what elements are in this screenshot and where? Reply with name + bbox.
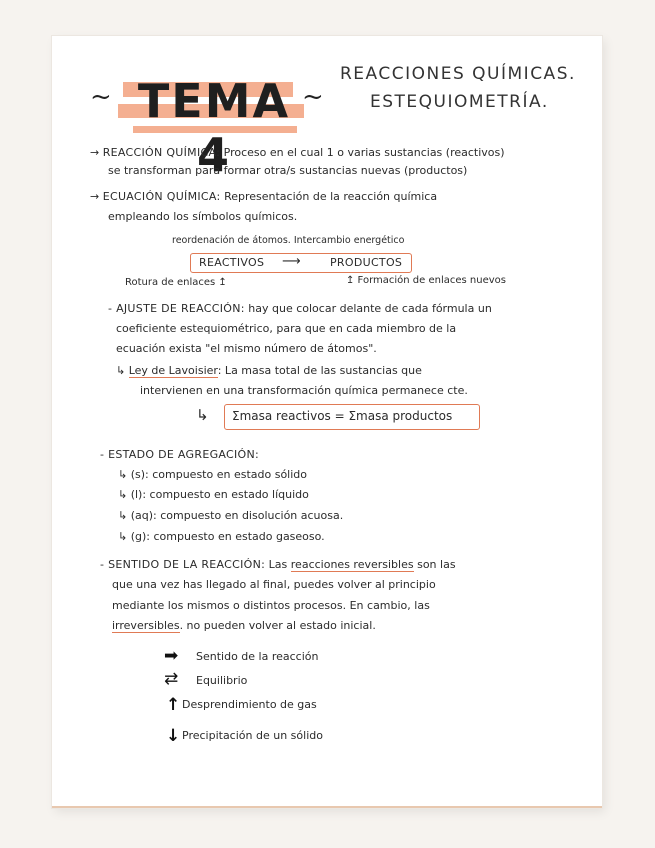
- estado-label: - ESTADO DE AGREGACIÓN:: [100, 448, 260, 461]
- productos-label: PRODUCTOS: [330, 256, 403, 269]
- tilde-ornament-icon: ~: [90, 82, 112, 112]
- diagram-right-note: ↥ Formación de enlaces nuevos: [346, 275, 506, 286]
- sentido-text: son las: [417, 558, 456, 571]
- ley-lavoisier-text: : La masa total de las sustancias que: [217, 364, 422, 377]
- ajuste-line-1: [108, 302, 492, 316]
- definition-text: Proceso en el cual 1 o varias sustancias (reactivos): [223, 146, 505, 159]
- diagram-left-note: Rotura de enlaces ↥: [125, 277, 227, 288]
- legend-text: Precipitación de un sólido: [182, 729, 323, 742]
- ley-lavoisier-cont: intervienen en una transformación química permanece cte.: [140, 384, 468, 397]
- legend-text: Desprendimiento de gas: [182, 698, 317, 711]
- estado-item: ↳ (s): compuesto en estado sólido: [118, 468, 307, 481]
- definition-label: REACCIÓN QUÍMICA:: [102, 146, 221, 159]
- definition-text-cont: empleando los símbolos químicos.: [108, 210, 298, 223]
- definition-label: ECUACIÓN QUÍMICA:: [102, 190, 221, 203]
- sentido-line-1: [100, 558, 456, 572]
- sentido-label: - SENTIDO DE LA REACCIÓN:: [100, 558, 266, 571]
- ley-lavoisier-label: Ley de Lavoisier: [128, 364, 218, 377]
- ajuste-line-3: ecuación exista "el mismo número de átomos".: [116, 342, 377, 355]
- ajuste-text: hay que colocar delante de cada fórmula un: [248, 302, 492, 315]
- sub-arrow-icon: ↳: [116, 364, 126, 377]
- subtitle-line-2: ESTEQUIOMETRÍA.: [370, 92, 549, 112]
- equilibrium-arrows-icon: ⇄: [164, 669, 179, 689]
- ajuste-label: - AJUSTE DE REACCIÓN:: [108, 302, 245, 315]
- definition-text: Representación de la reacción química: [224, 190, 438, 203]
- ajuste-line-2: coeficiente estequiométrico, para que en cada miembro de la: [116, 322, 457, 335]
- mass-conservation-formula: Σmasa reactivos = Σmasa productos: [232, 409, 453, 423]
- reactivos-label: REACTIVOS: [199, 256, 265, 269]
- arrow-icon: →: [90, 190, 100, 203]
- legend-text: Sentido de la reacción: [196, 650, 319, 663]
- sentido-text: Las: [268, 558, 288, 571]
- down-arrow-icon: ↓: [166, 726, 181, 746]
- legend-text: Equilibrio: [196, 674, 248, 687]
- sentido-text: . no pueden volver al estado inicial.: [179, 619, 376, 632]
- sub-arrow-icon: ↳: [196, 406, 209, 424]
- estado-item: ↳ (l): compuesto en estado líquido: [118, 488, 309, 501]
- definition-reaccion: [90, 146, 505, 160]
- reversibles-term: reacciones reversibles: [290, 558, 414, 571]
- reaction-arrow-icon: ⟶: [282, 254, 301, 269]
- page-title: TEMA 4: [137, 74, 291, 182]
- estado-item: ↳ (g): compuesto en estado gaseoso.: [118, 530, 325, 543]
- definition-ecuacion: [90, 190, 437, 204]
- estado-item: ↳ (aq): compuesto en disolución acuosa.: [118, 509, 344, 522]
- page-bottom-edge: [52, 806, 602, 808]
- sentido-line-4: [112, 619, 376, 633]
- irreversibles-term: irreversibles: [112, 619, 180, 632]
- right-arrow-icon: ➡: [164, 646, 179, 666]
- ley-lavoisier-line: [116, 364, 422, 378]
- diagram-top-note: reordenación de átomos. Intercambio energético: [172, 235, 405, 246]
- definition-text-cont: se transforman para formar otra/s sustancias nuevas (productos): [108, 164, 468, 177]
- subtitle-line-1: REACCIONES QUÍMICAS.: [340, 64, 576, 84]
- sentido-line-3: mediante los mismos o distintos procesos. En cambio, las: [112, 599, 430, 612]
- arrow-icon: →: [90, 146, 100, 159]
- up-arrow-icon: ↑: [166, 695, 181, 715]
- tilde-ornament-icon: ~: [302, 82, 324, 112]
- sentido-line-2: que una vez has llegado al final, puedes volver al principio: [112, 578, 436, 591]
